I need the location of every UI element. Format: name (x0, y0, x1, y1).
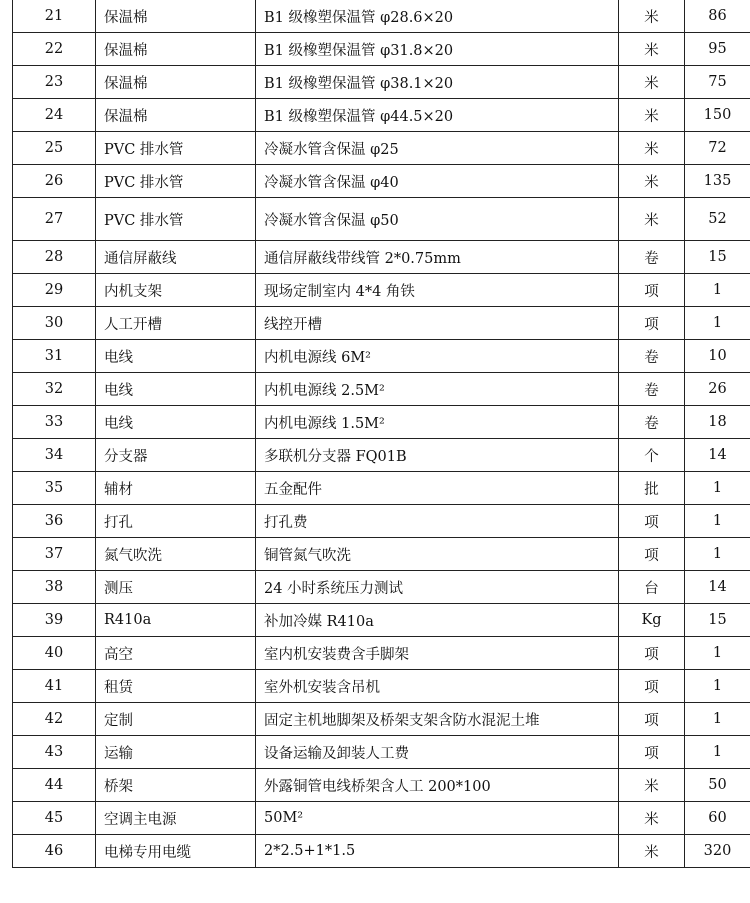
table-row (13, 769, 750, 802)
table-row (13, 340, 750, 373)
item-quantity: 1 (685, 703, 750, 736)
item-quantity: 60 (685, 802, 750, 835)
item-unit: 米 (619, 802, 685, 835)
table-row (13, 241, 750, 274)
item-name: PVC 排水管 (96, 132, 256, 165)
item-number: 24 (13, 99, 96, 132)
item-number: 46 (13, 835, 96, 868)
table-row (13, 637, 750, 670)
item-number: 44 (13, 769, 96, 802)
item-name: 电线 (96, 373, 256, 406)
item-quantity: 72 (685, 132, 750, 165)
item-number: 39 (13, 604, 96, 637)
item-quantity: 15 (685, 604, 750, 637)
item-unit: 米 (619, 132, 685, 165)
item-number: 22 (13, 33, 96, 66)
item-quantity: 18 (685, 406, 750, 439)
item-name: 电线 (96, 340, 256, 373)
item-unit: 台 (619, 571, 685, 604)
item-unit: 米 (619, 66, 685, 99)
table-row (13, 99, 750, 132)
item-number: 45 (13, 802, 96, 835)
table-row (13, 472, 750, 505)
item-name: 辅材 (96, 472, 256, 505)
item-number: 43 (13, 736, 96, 769)
item-unit: 卷 (619, 373, 685, 406)
item-number: 33 (13, 406, 96, 439)
item-number: 41 (13, 670, 96, 703)
item-quantity: 1 (685, 538, 750, 571)
item-spec: B1 级橡塑保温管 φ31.8×20 (256, 33, 619, 66)
table-row (13, 802, 750, 835)
item-quantity: 14 (685, 439, 750, 472)
item-name: 氮气吹洗 (96, 538, 256, 571)
item-quantity: 1 (685, 637, 750, 670)
item-spec: 打孔费 (256, 505, 619, 538)
table-row (13, 165, 750, 198)
item-name: R410a (96, 604, 256, 637)
item-spec: B1 级橡塑保温管 φ28.6×20 (256, 0, 619, 33)
item-unit: 项 (619, 670, 685, 703)
item-quantity: 52 (685, 198, 750, 241)
table-row (13, 132, 750, 165)
item-unit: 米 (619, 33, 685, 66)
item-unit: 米 (619, 0, 685, 33)
item-unit: 卷 (619, 241, 685, 274)
item-spec: 现场定制室内 4*4 角铁 (256, 274, 619, 307)
table-row (13, 670, 750, 703)
item-quantity: 135 (685, 165, 750, 198)
item-unit: 项 (619, 307, 685, 340)
table-row (13, 373, 750, 406)
item-name: 保温棉 (96, 99, 256, 132)
item-quantity: 75 (685, 66, 750, 99)
item-number: 35 (13, 472, 96, 505)
item-name: 保温棉 (96, 0, 256, 33)
item-unit: 米 (619, 198, 685, 241)
item-name: 桥架 (96, 769, 256, 802)
table-row (13, 406, 750, 439)
item-spec: 铜管氮气吹洗 (256, 538, 619, 571)
table-row (13, 274, 750, 307)
item-quantity: 15 (685, 241, 750, 274)
item-spec: 50M² (256, 802, 619, 835)
item-quantity: 86 (685, 0, 750, 33)
item-number: 27 (13, 198, 96, 241)
item-unit: 项 (619, 538, 685, 571)
item-unit: 项 (619, 736, 685, 769)
item-unit: 米 (619, 835, 685, 868)
item-number: 37 (13, 538, 96, 571)
item-name: 人工开槽 (96, 307, 256, 340)
item-quantity: 1 (685, 736, 750, 769)
item-spec: 固定主机地脚架及桥架支架含防水混泥土堆 (256, 703, 619, 736)
item-quantity: 10 (685, 340, 750, 373)
item-spec: 补加冷媒 R410a (256, 604, 619, 637)
item-name: 运输 (96, 736, 256, 769)
item-number: 30 (13, 307, 96, 340)
item-name: 保温棉 (96, 33, 256, 66)
item-unit: 卷 (619, 340, 685, 373)
item-number: 42 (13, 703, 96, 736)
item-spec: 24 小时系统压力测试 (256, 571, 619, 604)
item-spec: 外露铜管电线桥架含人工 200*100 (256, 769, 619, 802)
item-unit: 米 (619, 99, 685, 132)
item-spec: 室外机安装含吊机 (256, 670, 619, 703)
item-spec: 冷凝水管含保温 φ25 (256, 132, 619, 165)
item-unit: Kg (619, 604, 685, 637)
item-number: 26 (13, 165, 96, 198)
table-row (13, 66, 750, 99)
item-unit: 项 (619, 703, 685, 736)
item-spec: 多联机分支器 FQ01B (256, 439, 619, 472)
item-spec: 冷凝水管含保温 φ50 (256, 198, 619, 241)
item-unit: 个 (619, 439, 685, 472)
item-unit: 米 (619, 165, 685, 198)
item-spec: 2*2.5+1*1.5 (256, 835, 619, 868)
item-name: PVC 排水管 (96, 165, 256, 198)
item-spec: B1 级橡塑保温管 φ44.5×20 (256, 99, 619, 132)
item-number: 28 (13, 241, 96, 274)
item-name: 分支器 (96, 439, 256, 472)
item-number: 36 (13, 505, 96, 538)
item-spec: 线控开槽 (256, 307, 619, 340)
table-row (13, 307, 750, 340)
table-row (13, 835, 750, 868)
item-spec: 通信屏蔽线带线管 2*0.75mm (256, 241, 619, 274)
table-row (13, 538, 750, 571)
item-unit: 项 (619, 505, 685, 538)
table-row (13, 604, 750, 637)
item-number: 25 (13, 132, 96, 165)
table-row (13, 33, 750, 66)
item-spec: 内机电源线 6M² (256, 340, 619, 373)
table-row (13, 198, 750, 241)
item-spec: 设备运输及卸装人工费 (256, 736, 619, 769)
item-name: 电线 (96, 406, 256, 439)
item-quantity: 1 (685, 307, 750, 340)
item-unit: 项 (619, 637, 685, 670)
item-name: 电梯专用电缆 (96, 835, 256, 868)
item-quantity: 26 (685, 373, 750, 406)
item-number: 31 (13, 340, 96, 373)
item-quantity: 95 (685, 33, 750, 66)
item-spec: 五金配件 (256, 472, 619, 505)
item-name: 内机支架 (96, 274, 256, 307)
item-name: 租赁 (96, 670, 256, 703)
item-spec: 室内机安装费含手脚架 (256, 637, 619, 670)
item-quantity: 14 (685, 571, 750, 604)
item-quantity: 1 (685, 472, 750, 505)
item-quantity: 1 (685, 670, 750, 703)
table-row (13, 0, 750, 33)
item-number: 32 (13, 373, 96, 406)
item-spec: 冷凝水管含保温 φ40 (256, 165, 619, 198)
item-name: 打孔 (96, 505, 256, 538)
item-number: 29 (13, 274, 96, 307)
item-unit: 卷 (619, 406, 685, 439)
item-quantity: 320 (685, 835, 750, 868)
item-unit: 项 (619, 274, 685, 307)
item-name: 测压 (96, 571, 256, 604)
item-quantity: 50 (685, 769, 750, 802)
item-name: 定制 (96, 703, 256, 736)
item-name: 通信屏蔽线 (96, 241, 256, 274)
item-name: 高空 (96, 637, 256, 670)
item-quantity: 1 (685, 505, 750, 538)
item-number: 34 (13, 439, 96, 472)
item-number: 40 (13, 637, 96, 670)
table-row (13, 736, 750, 769)
item-number: 21 (13, 0, 96, 33)
table-row (13, 505, 750, 538)
item-quantity: 150 (685, 99, 750, 132)
materials-table (12, 0, 750, 868)
item-unit: 批 (619, 472, 685, 505)
item-name: 保温棉 (96, 66, 256, 99)
item-number: 38 (13, 571, 96, 604)
item-name: 空调主电源 (96, 802, 256, 835)
table-row (13, 439, 750, 472)
item-spec: B1 级橡塑保温管 φ38.1×20 (256, 66, 619, 99)
item-name: PVC 排水管 (96, 198, 256, 241)
item-spec: 内机电源线 1.5M² (256, 406, 619, 439)
item-spec: 内机电源线 2.5M² (256, 373, 619, 406)
item-number: 23 (13, 66, 96, 99)
table-row (13, 571, 750, 604)
item-quantity: 1 (685, 274, 750, 307)
materials-table-body (13, 0, 750, 868)
table-row (13, 703, 750, 736)
item-unit: 米 (619, 769, 685, 802)
